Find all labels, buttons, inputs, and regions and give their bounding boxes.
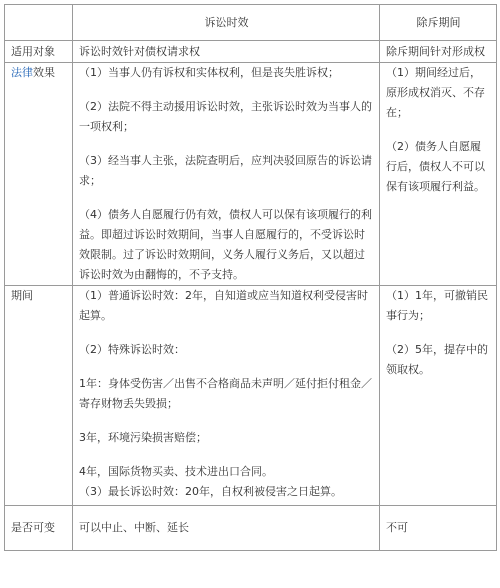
effect-exclusion-item: （2）债务人自愿履行后，债权人不可以保有该项履行利益。 xyxy=(386,140,485,193)
period-statute-item: （3）最长诉讼时效：20年，自权利被侵害之日起算。 xyxy=(79,485,342,498)
header-blank-cell xyxy=(5,5,73,41)
effect-statute-cell xyxy=(73,63,380,286)
target-exclusion-cell: 除斥期间针对形成权 xyxy=(380,41,497,63)
period-exclusion-cell xyxy=(380,286,497,506)
table-row-changeable xyxy=(5,506,497,551)
effect-exclusion-cell xyxy=(380,63,497,286)
effect-statute-item: （3）经当事人主张，法院查明后，应判决驳回原告的诉讼请求； xyxy=(79,154,372,187)
row-label-legal-effect xyxy=(5,63,73,286)
header-exclusion-period: 除斥期间 xyxy=(380,5,497,41)
table-row-target xyxy=(5,41,497,63)
target-statute-cell: 诉讼时效针对债权请求权 xyxy=(73,41,380,63)
effect-statute-item: （2）法院不得主动援用诉讼时效，主张诉讼时效为当事人的一项权利； xyxy=(79,100,372,133)
row-label-period: 期间 xyxy=(5,286,73,506)
effect-statute-item: （1）当事人仍有诉权和实体权利，但是丧失胜诉权； xyxy=(79,66,339,79)
row-label-target: 适用对象 xyxy=(5,41,73,63)
change-statute-cell: 可以中止、中断、延长 xyxy=(73,506,380,551)
row-label-changeable: 是否可变 xyxy=(5,506,73,551)
effect-statute-item: （4）债务人自愿履行仍有效，债权人可以保有该项履行的利益。即超过诉讼时效期间，当事人自愿履行的，不受诉讼时效限制。过了诉讼时效期间，义务人履行义务后，又以超过诉讼时效为由翻悔的，不予支持。 xyxy=(79,208,372,281)
row-label-legal-effect-rest: 效果 xyxy=(33,66,55,79)
period-statute-item: 1年：身体受伤害／出售不合格商品未声明／延付拒付租金／寄存财物丢失毁损； xyxy=(79,377,372,410)
effect-exclusion-item: （1）期间经过后，原形成权消灭、不存在； xyxy=(386,66,485,119)
table-header-row xyxy=(5,5,497,41)
period-statute-item: （1）普通诉讼时效：2年，自知道或应当知道权利受侵害时起算。 xyxy=(79,289,368,322)
period-statute-item: 3年，环境污染损害赔偿； xyxy=(79,431,207,444)
period-exclusion-item: （2）5年，提存中的领取权。 xyxy=(386,343,488,376)
law-link[interactable]: 法律 xyxy=(11,66,33,79)
period-statute-item: 4年，国际货物买卖、技术进出口合同。 xyxy=(79,465,273,478)
period-statute-item: （2）特殊诉讼时效： xyxy=(79,343,185,356)
header-statute-of-limitations: 诉讼时效 xyxy=(73,5,380,41)
comparison-table xyxy=(4,4,497,551)
table-row-period xyxy=(5,286,497,506)
change-exclusion-cell: 不可 xyxy=(380,506,497,551)
period-statute-cell xyxy=(73,286,380,506)
table-row-legal-effect xyxy=(5,63,497,286)
period-exclusion-item: （1）1年，可撤销民事行为； xyxy=(386,289,488,322)
